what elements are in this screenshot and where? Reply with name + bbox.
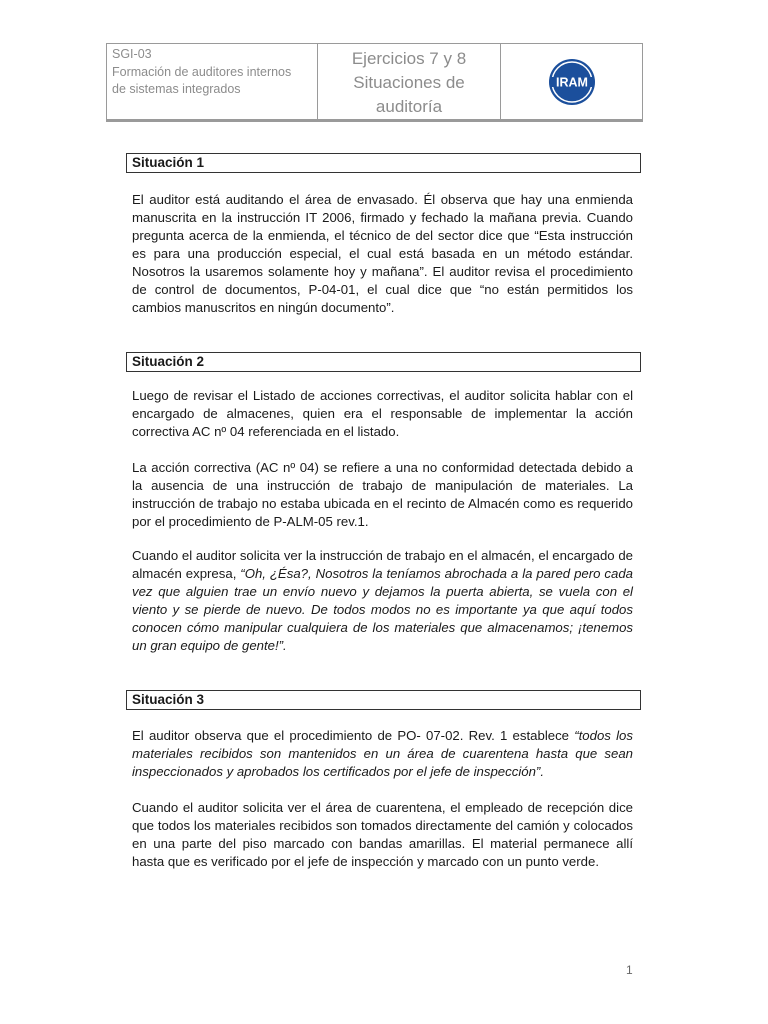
situation-3-paragraph-1 xyxy=(132,727,633,781)
document-header xyxy=(106,43,643,120)
header-course-line1: Formación de auditores internos xyxy=(112,64,292,79)
situation-3-paragraph-2: Cuando el auditor solicita ver el área de cuarentena, el empleado de recepción dice que todos los materiales recibidos son tomados directamente del camión y colocados en una parte del piso marcado con bandas amarillas. El material permanece allí hasta que es verificado por el jefe de inspección y marcado con un punto verde. xyxy=(132,800,633,869)
header-title xyxy=(318,44,501,119)
situation-3-paragraph-1-lead: El auditor observa que el procedimiento de PO- 07-02. Rev. 1 establece xyxy=(132,728,575,743)
header-logo-cell xyxy=(501,44,642,119)
situation-2-paragraph-3-lead: Cuando el auditor solicita ver la instrucción de trabajo en el almacén, el encargado de almacén expresa, xyxy=(132,548,633,581)
situation-2-paragraph-1: Luego de revisar el Listado de acciones correctivas, el auditor solicita hablar con el encargado de almacenes, quien era el responsable de implementar la acción correctiva AC nº 04 referenciada en el listado. xyxy=(132,388,633,439)
logo-text: IRAM xyxy=(555,75,588,89)
situation-3-quote: “todos los materiales recibidos son mantenidos en un área de cuarentena hasta que sean inspeccionados y aprobados los certificados por el jefe de inspección”. xyxy=(132,728,633,779)
iram-logo xyxy=(548,58,596,106)
situation-1-paragraph: El auditor está auditando el área de envasado. Él observa que hay una enmienda manuscrita en la instrucción IT 2006, firmado y fechado la mañana previa. Cuando pregunta acerca de la enmienda, el técnico de del sector dice que “Esta instrucción es para una producción especial, el cual está basada en un método estándar. Nosotros la usaremos solamente hoy y mañana”. El auditor revisa el procedimiento de control de documentos, P-04-01, el cual dice que “no están permitidos los cambios manuscritos en ningún documento”. xyxy=(132,192,633,315)
header-code: SGI-03 xyxy=(112,47,152,61)
header-course-line2: de sistemas integrados xyxy=(112,82,241,96)
situation-2-paragraph-3 xyxy=(132,547,633,655)
header-course-info xyxy=(107,44,318,119)
situation-3-title: Situación 3 xyxy=(126,690,641,710)
situation-2-quote: “Oh, ¿Ésa?, Nosotros la teníamos abrochada a la pared pero cada vez que alguien trae un envío nuevo y dejamos la puerta abierta, se vuela con el viento y se pierde de nuevo. De todos modos no es importante ya que aquí todos conocen cómo manipular cualquiera de los materiales que almacenamos; ¡tenemos un gran equipo de gente!”. xyxy=(132,566,633,653)
situation-2-title: Situación 2 xyxy=(126,352,641,372)
header-title-line3: auditoría xyxy=(375,96,443,116)
page-number: 1 xyxy=(626,963,633,977)
situation-2-paragraph-2: La acción correctiva (AC nº 04) se refiere a una no conformidad detectada debido a la ausencia de una instrucción de trabajo de manipulación de materiales. La instrucción de trabajo no estaba ubicada en el recinto de Almacén como es requerido por el procedimiento de P-ALM-05 rev.1. xyxy=(132,460,633,529)
header-title-line1: Ejercicios 7 y 8 xyxy=(351,48,467,68)
header-title-line2: Situaciones de xyxy=(353,72,465,92)
situation-1-title: Situación 1 xyxy=(126,153,641,173)
